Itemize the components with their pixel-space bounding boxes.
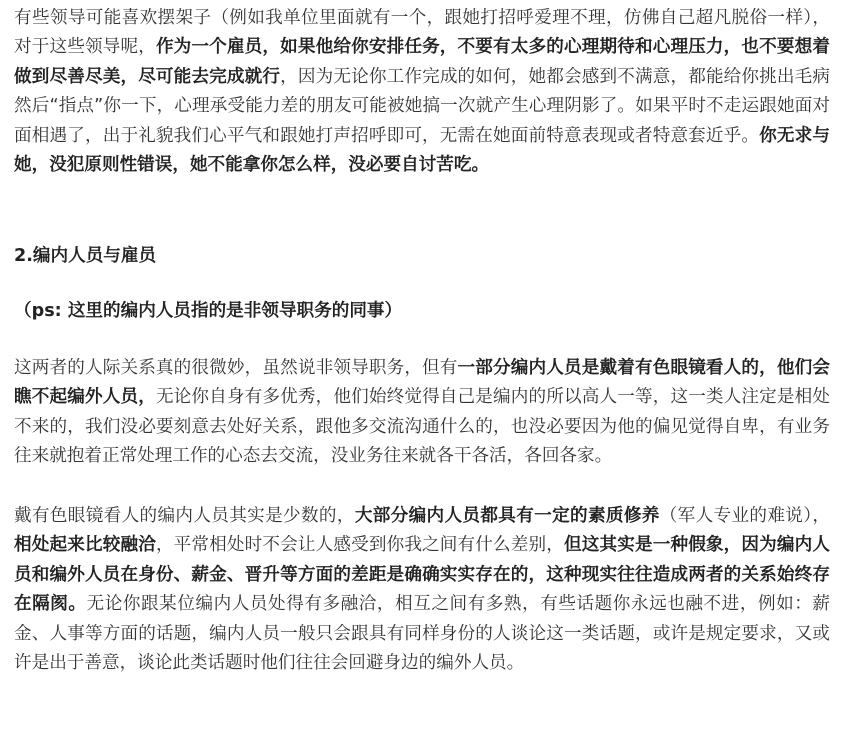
text-run: ，因为无论你工作完成的如何，她都会感到不满意，都能给你挑出毛病然后“指点”你一下，心理承受能力差的朋友可能被她搞一次就产生心理阴影了。如果平时不走运跟她面对面相遇了，出于礼貌我们心平气和跟她打声招呼即可，无需在她面前特意表现或者特意套近乎。 [14,66,830,146]
paragraph-staff-gap [14,502,830,678]
bold-text-run: 大部分编内人员都具有一定的素质修养 [354,506,660,526]
text-run: ，平常相处时不会让人感受到你我之间有什么差别， [155,535,564,556]
section-heading: 2.编内人员与雇员 [14,246,157,266]
bold-text-run: 一部分编内人员是戴着有色眼镜看人的，他们会瞧不起编外人员， [14,358,830,408]
bold-text-run: 你无求与她，没犯原则性错误，她不能拿你怎么样，没必要自讨苦吃。 [14,125,830,176]
text-run: 戴有色眼镜看人的编内人员其实是少数的， [14,506,355,526]
text-run: 这两者的人际关系真的很微妙，虽然说非领导职务，但有 [14,358,458,378]
bold-text-run: 相处起来比较融洽 [14,535,156,556]
section-note: （ps: 这里的编内人员指的是非领导职务的同事） [14,301,403,321]
text-run: 有些领导可能喜欢摆架子（例如我单位里面就有一个，跟她打招呼爱理不理，仿佛自己超凡脱俗一样），对于这些领导呢， [14,8,830,58]
text-run: 无论你跟某位编内人员处得有多融洽，相互之间有多熟，有些话题你永远也融不进，例如：薪金、人事等方面的话题，编内人员一般只会跟具有同样身份的人谈论这一类话题，或许是规定要求，又或许是出于善意，谈论此类话题时他们往往会回避身边的编外人员。 [14,594,830,674]
text-run: 无论你自身有多优秀，他们始终觉得自己是编内的所以高人一等，这一类人注定是相处不来的，我们没必要刻意去处好关系，跟他多交流沟通什么的，也没必要因为他的偏见觉得自卑，有业务往来就抱着正常处理工作的心态去交流，没业务往来就各干各活，各回各家。 [14,387,830,467]
paragraph-staff-relations [14,354,830,472]
text-run: （军人专业的难说）， [659,506,830,526]
bold-text-run: 作为一个雇员，如果他给你安排任务，不要有太多的心理期待和心理压力，也不要想着做到尽善尽美，尽可能去完成就行 [14,37,830,87]
bold-text-run: 但这其实是一种假象，因为编内人员和编外人员在身份、薪金、晋升等方面的差距是确确实实存在的，这种现实往往造成两者的关系始终存在隔阂。 [14,535,830,615]
paragraph-leaders [14,4,830,180]
